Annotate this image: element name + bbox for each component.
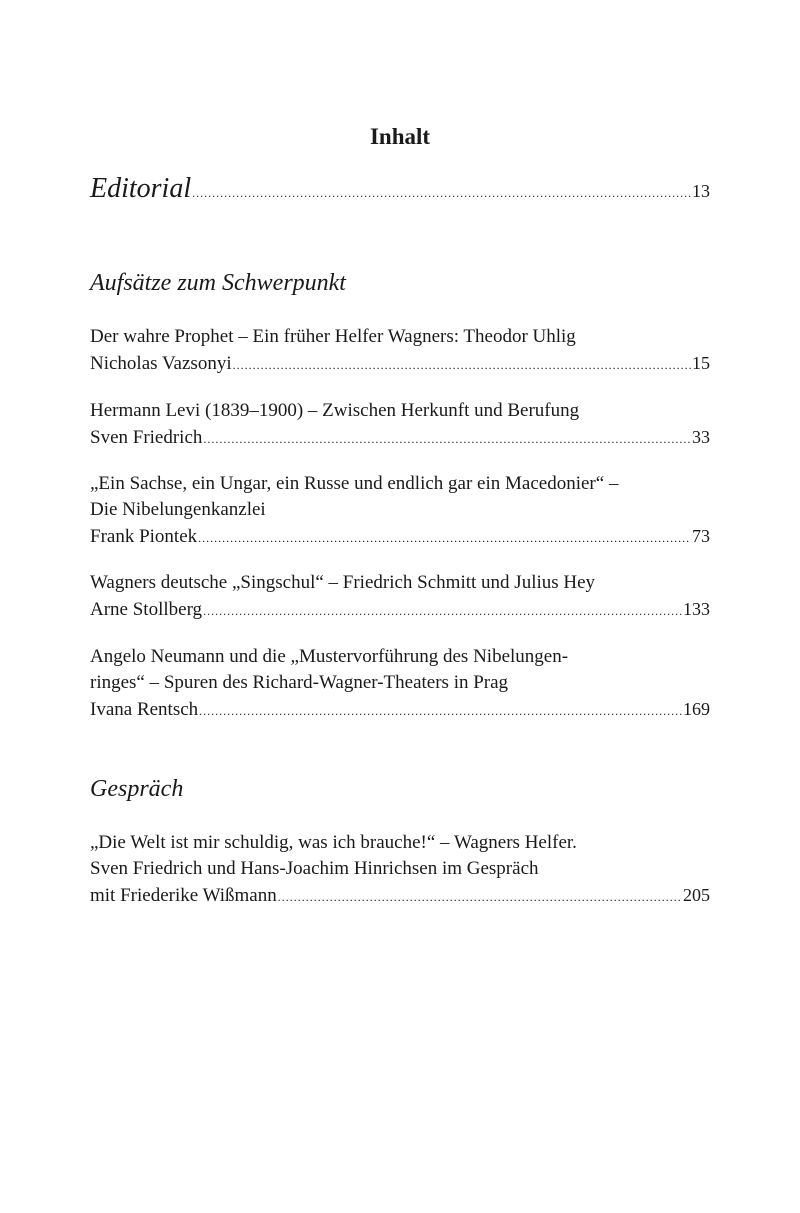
- dot-leader: [203, 598, 682, 624]
- toc-entry-editorial: [90, 172, 710, 206]
- entry-author-row: [90, 350, 710, 378]
- entry-author-row: [90, 424, 710, 452]
- dot-leader: [198, 525, 691, 551]
- entry-title-line: Der wahre Prophet – Ein früher Helfer Wagners: Theodor Uhlig: [90, 326, 576, 347]
- entry-author: Ivana Rentsch: [90, 699, 199, 720]
- page-number: 33: [692, 427, 710, 447]
- entry-title-line: Die Nibelungenkanzlei: [90, 499, 266, 520]
- entry-author: Nicholas Vazsonyi: [90, 353, 232, 374]
- page-number: 133: [683, 599, 710, 619]
- entry-author-row: [90, 523, 710, 551]
- editorial-label: Editorial: [90, 173, 192, 204]
- dot-leader: [192, 186, 691, 201]
- entry-author-row: [90, 696, 710, 724]
- entry-title-line: ringes“ – Spuren des Richard-Wagner-Theaters in Prag: [90, 672, 509, 693]
- section-heading: Aufsätze zum Schwerpunkt: [90, 270, 346, 296]
- toc-entry: [90, 398, 710, 452]
- entry-title-line: Sven Friedrich und Hans-Joachim Hinrichsen im Gespräch: [90, 858, 539, 879]
- toc-entry: [90, 830, 710, 910]
- entry-title-line: „Ein Sachse, ein Ungar, ein Russe und endlich gar ein Macedonier“ –: [90, 473, 619, 494]
- table-of-contents-page: [90, 0, 710, 1213]
- toc-entry: [90, 471, 710, 551]
- entry-title-line: Wagners deutsche „Singschul“ – Friedrich Schmitt und Julius Hey: [90, 572, 596, 593]
- toc-entry: [90, 324, 710, 378]
- page-number: 169: [683, 699, 710, 719]
- dot-leader: [203, 426, 691, 452]
- page-number: 205: [683, 885, 710, 905]
- entry-title-line: Hermann Levi (1839–1900) – Zwischen Herkunft und Berufung: [90, 400, 580, 421]
- entry-author-row: [90, 882, 710, 910]
- entry-author: Arne Stollberg: [90, 599, 203, 620]
- entry-author: Sven Friedrich: [90, 427, 203, 448]
- dot-leader: [233, 352, 691, 378]
- page-number: 13: [692, 181, 710, 201]
- dot-leader: [199, 698, 682, 724]
- page-number: 73: [692, 526, 710, 546]
- entry-author: Frank Piontek: [90, 526, 198, 547]
- toc-entry: [90, 570, 710, 624]
- dot-leader: [278, 884, 682, 910]
- page-number: 15: [692, 353, 710, 373]
- entry-title-line: Angelo Neumann und die „Mustervorführung des Nibelungen-: [90, 646, 569, 667]
- toc-entry: [90, 644, 710, 724]
- entry-title-line: „Die Welt ist mir schuldig, was ich brauche!“ – Wagners Helfer.: [90, 832, 577, 853]
- section-heading: Gespräch: [90, 776, 184, 802]
- page-title: Inhalt: [369, 124, 431, 149]
- entry-author-row: [90, 596, 710, 624]
- entry-author: mit Friederike Wißmann: [90, 885, 277, 906]
